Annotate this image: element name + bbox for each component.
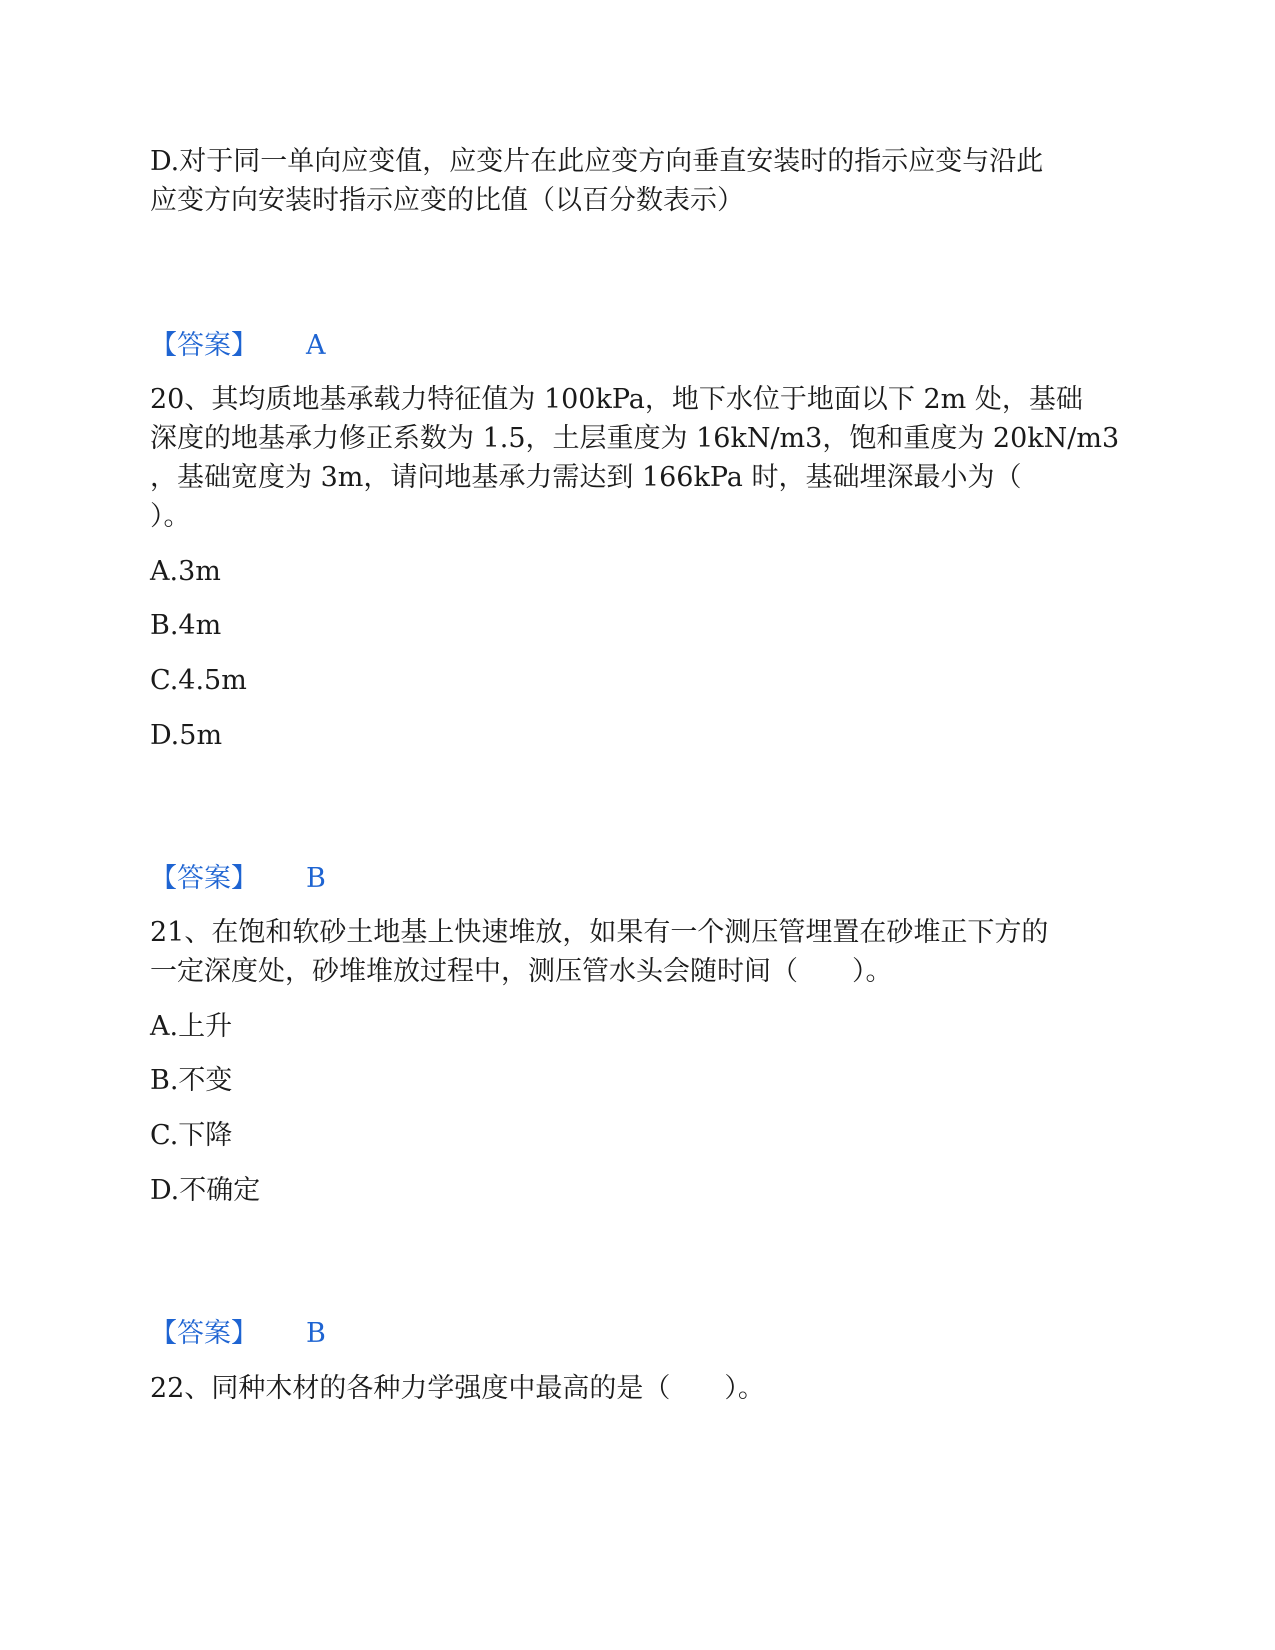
answer-value: A bbox=[306, 330, 326, 361]
q21-option-c: C.下降 bbox=[150, 1120, 233, 1151]
q20-stem-line4: ）。 bbox=[150, 501, 191, 532]
q20-option-c: C.4.5m bbox=[150, 665, 247, 696]
q21-stem-line2: 一定深度处，砂堆堆放过程中，测压管水头会随时间（ ）。 bbox=[150, 956, 893, 987]
q19-option-d-line2: 应变方向安装时指示应变的比值（以百分数表示） bbox=[150, 185, 744, 216]
answer-value: B bbox=[306, 1318, 326, 1349]
q20-option-a: A.3m bbox=[150, 556, 221, 587]
q20-stem-line3: ，基础宽度为 3m，请问地基承力需达到 166kPa 时，基础埋深最小为（ bbox=[150, 462, 1022, 493]
q21-option-a: A.上升 bbox=[150, 1011, 233, 1042]
q19-answer bbox=[150, 326, 326, 366]
q20-option-b: B.4m bbox=[150, 610, 222, 641]
q20-stem-line1: 20、其均质地基承载力特征值为 100kPa，地下水位于地面以下 2m 处，基础 bbox=[150, 384, 1083, 415]
answer-label: 【答案】 bbox=[150, 330, 258, 361]
q20-stem-line2: 深度的地基承力修正系数为 1.5，土层重度为 16kN/m3，饱和重度为 20kN/m3 bbox=[150, 423, 1120, 454]
q21-option-b: B.不变 bbox=[150, 1065, 233, 1096]
q19-option-d-line1: D.对于同一单向应变值，应变片在此应变方向垂直安装时的指示应变与沿此 bbox=[150, 146, 1044, 177]
answer-value: B bbox=[306, 863, 326, 894]
q20-option-d: D.5m bbox=[150, 720, 223, 751]
q21-option-d: D.不确定 bbox=[150, 1175, 261, 1206]
q22-stem-line1: 22、同种木材的各种力学强度中最高的是（ ）。 bbox=[150, 1373, 765, 1404]
q20-answer bbox=[150, 859, 326, 899]
answer-label: 【答案】 bbox=[150, 863, 258, 894]
q21-stem-line1: 21、在饱和软砂土地基上快速堆放，如果有一个测压管埋置在砂堆正下方的 bbox=[150, 917, 1049, 948]
answer-label: 【答案】 bbox=[150, 1318, 258, 1349]
q21-answer bbox=[150, 1314, 326, 1354]
